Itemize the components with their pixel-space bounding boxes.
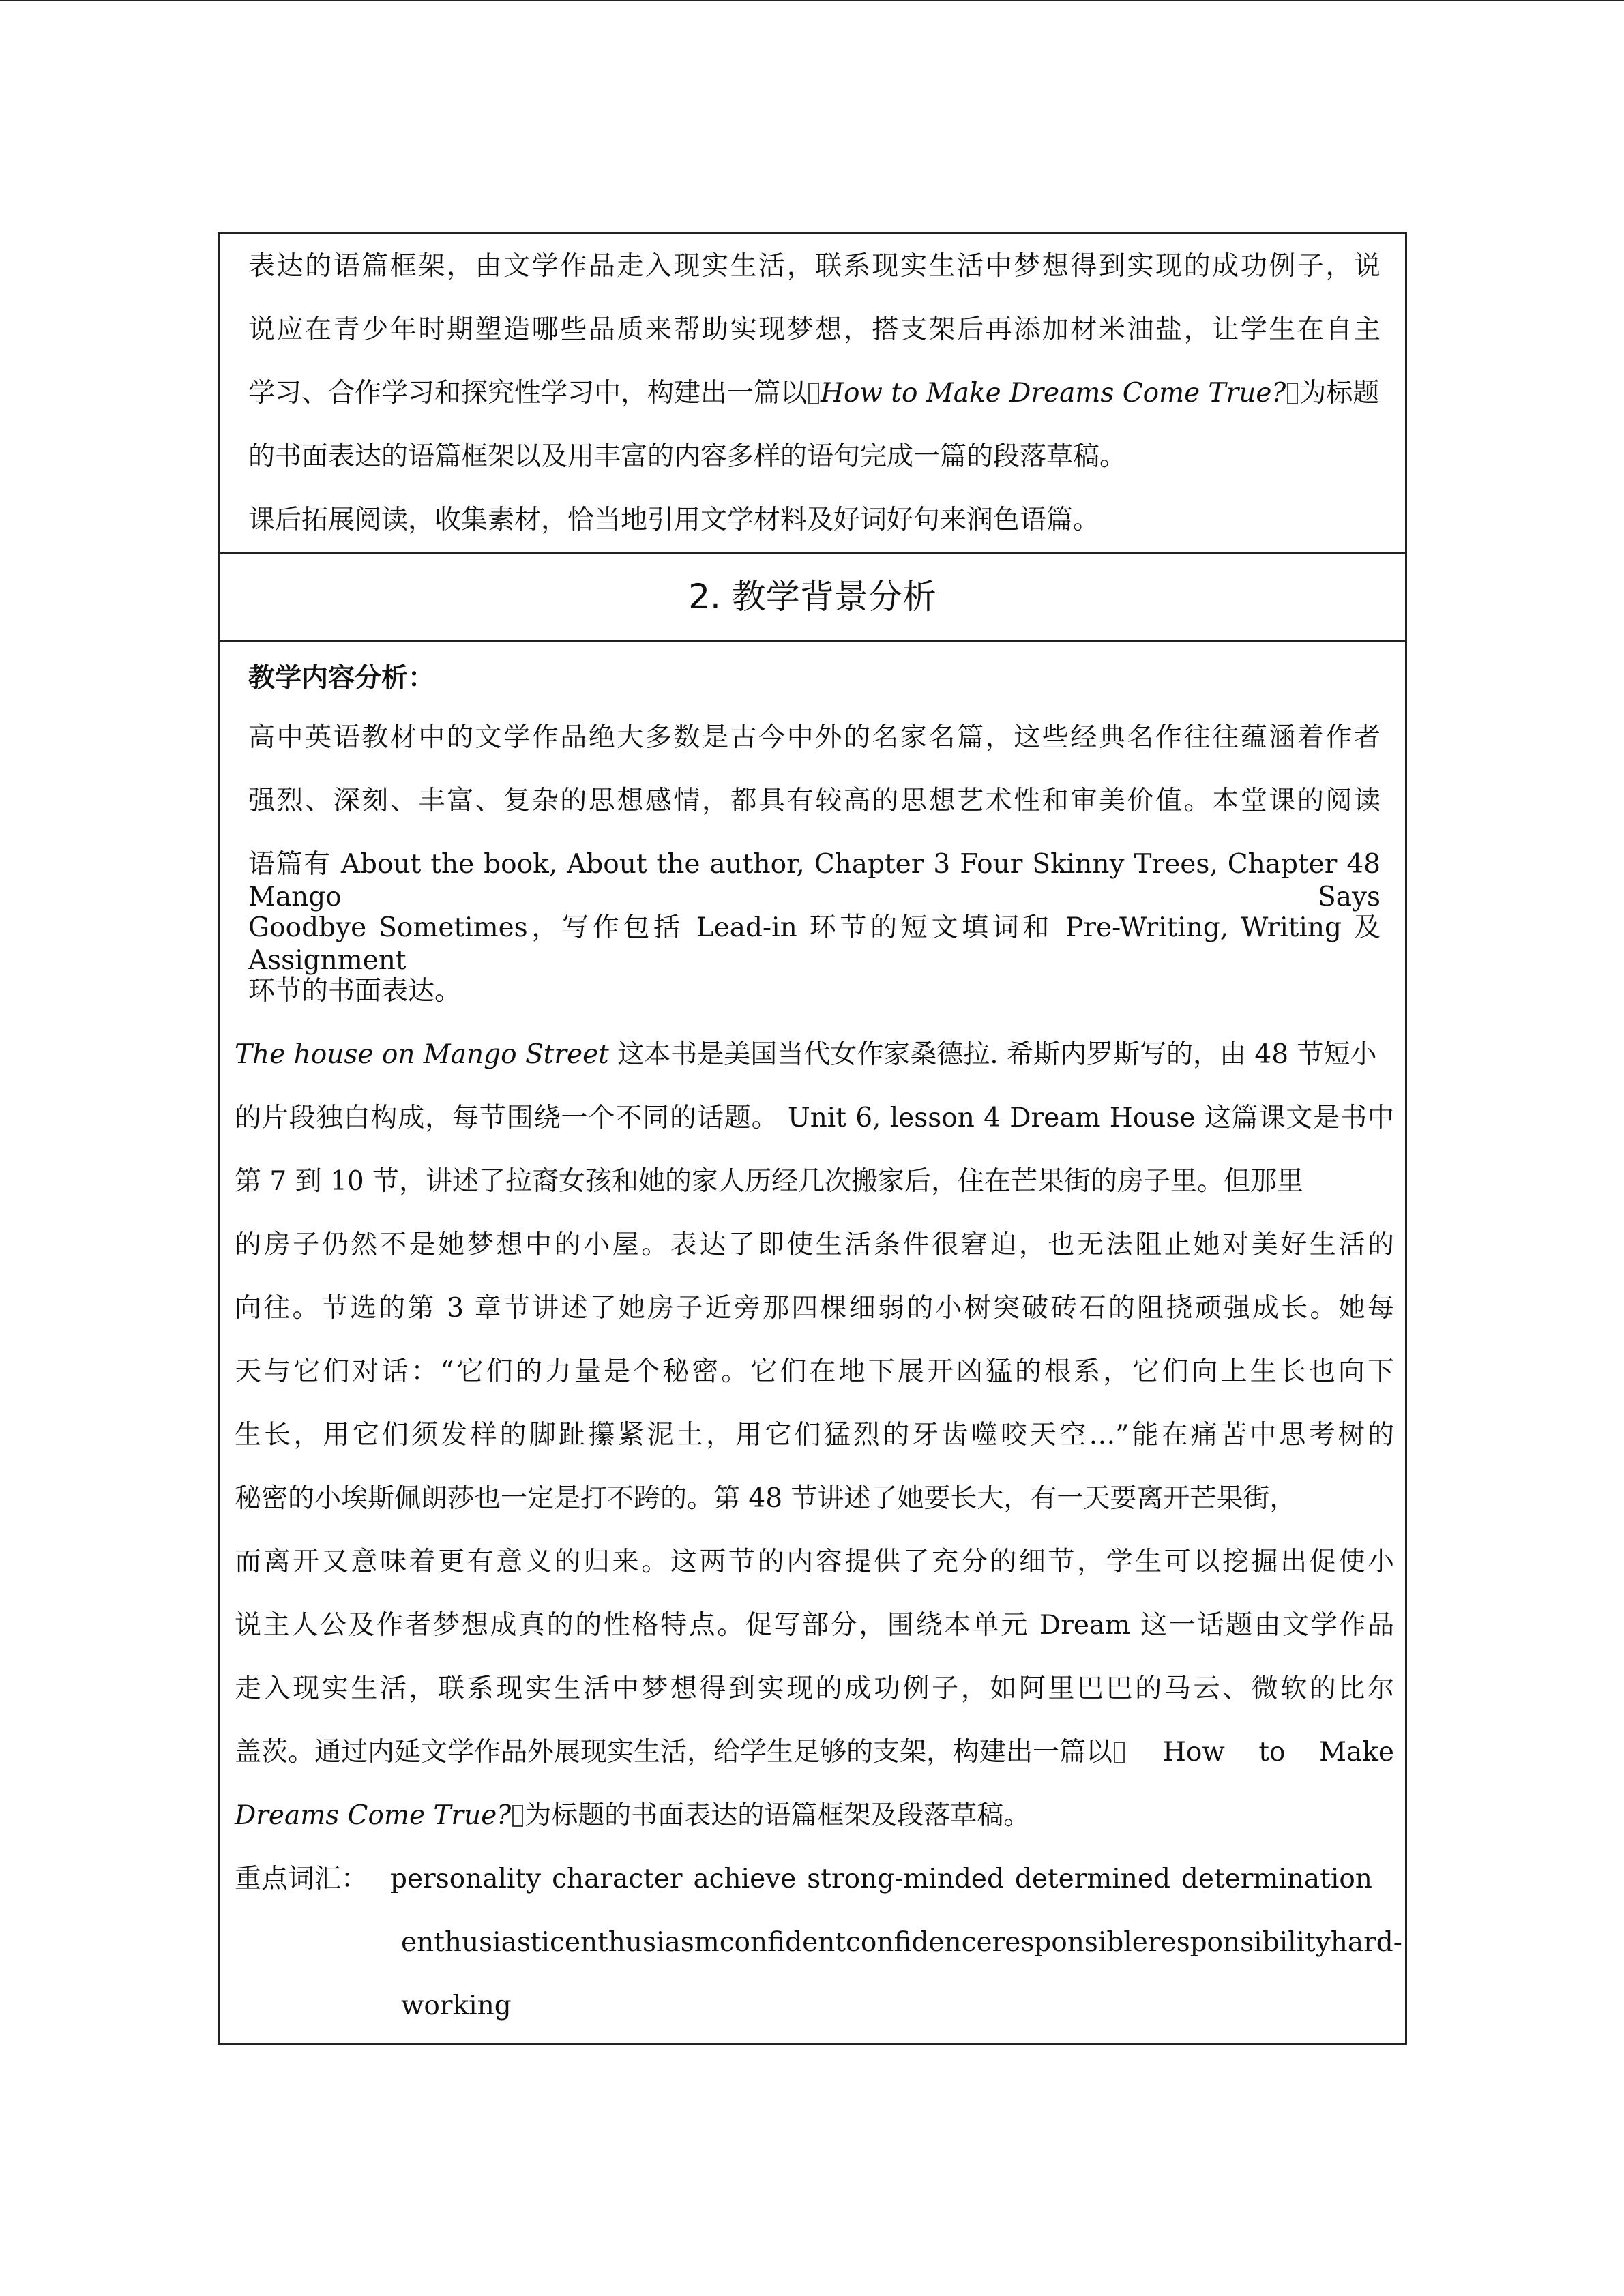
text-line: 说应在青少年时期塑造哪些品质来帮助实现梦想，搭支架后再添加材米油盐，让学生在自主 xyxy=(248,314,1381,345)
text-line: 向往。节选的第 3 章节讲述了她房子近旁那四棵细弱的小树突破砖石的阻挠顽强成长。她每 xyxy=(235,1293,1394,1324)
text-line: 第 7 到 10 节，讲述了拉裔女孩和她的家人历经几次搬家后，住在芒果街的房子里。但那里 xyxy=(235,1166,1304,1197)
vocab-word: responsible xyxy=(992,1927,1148,1958)
vocab-word: determined xyxy=(1014,1864,1170,1894)
text-line: 强烈、深刻、丰富、复杂的思想感情，都具有较高的思想艺术性和审美价值。本堂课的阅读 xyxy=(248,786,1381,816)
subheading: 教学内容分析： xyxy=(248,663,435,694)
text-line-with-title: 学习、合作学习和探究性学习中，构建出一篇以 How to Make Dreams Come True? 为标题 xyxy=(248,378,1380,408)
vocab-label: 重点词汇： xyxy=(235,1864,368,1894)
vocab-word: achieve xyxy=(693,1864,797,1894)
vocab-row xyxy=(390,1863,1372,1896)
vocab-word: character xyxy=(552,1864,683,1894)
text-line: 走入现实生活，联系现实生活中梦想得到实现的成功例子，如阿里巴巴的马云、微软的比尔 xyxy=(235,1673,1394,1704)
vocab-word: enthusiastic xyxy=(401,1927,565,1958)
text-line: Goodbye Sometimes，写作包括 Lead-in 环节的短文填词和 Pre-Writing, Writing 及 Assignment xyxy=(248,912,1381,976)
text-line: 的片段独白构成，每节围绕一个不同的话题。 Unit 6, lesson 4 Dream House 这篇课文是书中 xyxy=(235,1103,1394,1133)
vocab-word: personality xyxy=(390,1864,542,1894)
vocab-word: determination xyxy=(1181,1864,1372,1894)
vocab-word: hard- xyxy=(1330,1927,1402,1958)
text-line: 表达的语篇框架，由文学作品走入现实生活，联系现实生活中梦想得到实现的成功例子，说 xyxy=(248,251,1381,282)
essay-title: Dreams Come True? xyxy=(235,1800,512,1831)
text-line: 生长，用它们须发样的脚趾攥紧泥土，用它们猛烈的牙齿噬咬天空…”能在痛苦中思考树的 xyxy=(235,1420,1394,1450)
text-line-with-title: 盖茨。通过内延文学作品外展现实生活，给学生足够的支架，构建出一篇以 How to Make xyxy=(235,1737,1394,1768)
essay-title: How to Make Dreams Come True? xyxy=(821,378,1286,408)
objectives-continued-cell xyxy=(220,234,1405,554)
text-line: 天与它们对话：“它们的力量是个秘密。它们在地下展开凶猛的根系，它们向上生长也向下 xyxy=(235,1356,1394,1387)
content-analysis-cell xyxy=(220,642,1405,2043)
vocab-word: strong-minded xyxy=(807,1864,1004,1894)
vocab-word: responsibility xyxy=(1147,1927,1331,1958)
lesson-plan-table xyxy=(218,232,1407,2045)
text-line: 课后拓展阅读，收集素材，恰当地引用文学材料及好词好句来润色语篇。 xyxy=(248,505,1100,535)
text-line: 的房子仍然不是她梦想中的小屋。表达了即使生活条件很窘迫，也无法阻止她对美好生活的 xyxy=(235,1229,1394,1260)
section-heading: 2. 教学背景分析 xyxy=(688,577,936,616)
section-heading-cell xyxy=(220,554,1405,642)
text-line: 高中英语教材中的文学作品绝大多数是古今中外的名家名篇，这些经典名作往往蕴涵着作者 xyxy=(248,722,1381,753)
text-line: 而离开又意味着更有意义的归来。这两节的内容提供了充分的细节，学生可以挖掘出促使小 xyxy=(235,1547,1394,1577)
text-line: 秘密的小埃斯佩朗莎也一定是打不跨的。第 48 节讲述了她要长大，有一天要离开芒果街， xyxy=(235,1483,1297,1514)
vocab-word: confident xyxy=(719,1927,846,1958)
text-line: 语篇有 About the book, About the author, Chapter 3 Four Skinny Trees, Chapter 48 Mango Says xyxy=(248,849,1381,912)
text-line: 环节的书面表达。 xyxy=(248,976,462,1007)
book-title: The house on Mango Street xyxy=(235,1039,609,1070)
text-line-book-title: The house on Mango Street 这本书是美国当代女作家桑德拉. 希斯内罗斯写的，由 48 节短小 xyxy=(235,1039,1377,1070)
vocab-word: working xyxy=(401,1991,512,2021)
text-line-with-title: Dreams Come True? 为标题的书面表达的语篇框架及段落草稿。 xyxy=(235,1800,1031,1831)
text-line: 说主人公及作者梦想成真的的性格特点。促写部分，围绕本单元 Dream 这一话题由文学作品 xyxy=(235,1610,1394,1641)
vocab-word: enthusiasm xyxy=(564,1927,720,1958)
vocab-row xyxy=(401,1926,1402,1959)
vocab-word: confidence xyxy=(846,1927,992,1958)
text-line: 的书面表达的语篇框架以及用丰富的内容多样的语句完成一篇的段落草稿。 xyxy=(248,441,1127,472)
page-top-border xyxy=(0,0,1624,1)
